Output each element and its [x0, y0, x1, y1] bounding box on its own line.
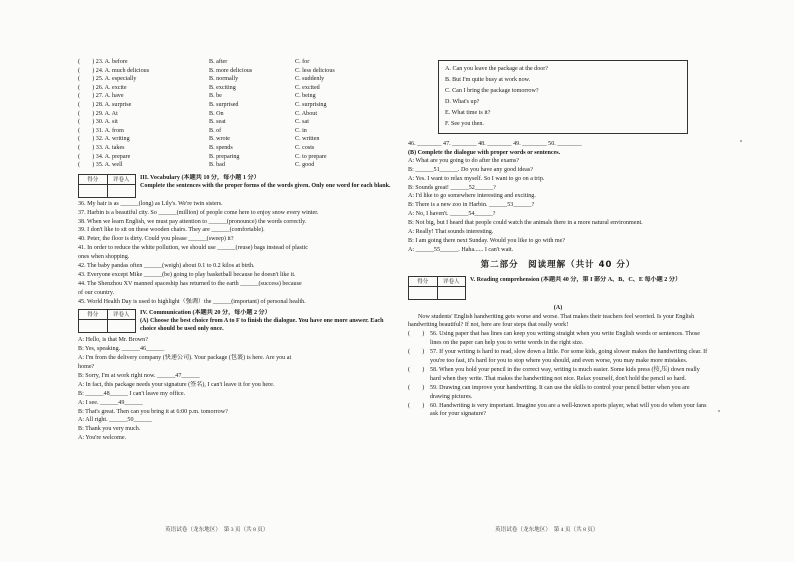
- option-c: C. suddenly: [295, 76, 325, 83]
- dialogue-line: B: Not big, but I heard that people could watch the animals there in a more natural environment.: [408, 220, 643, 227]
- option-c: C. less delicious: [295, 67, 335, 74]
- option-b: B. spends: [209, 144, 233, 151]
- reading-item: [408, 402, 708, 420]
- option-b: B. of: [209, 127, 222, 134]
- option-row: [78, 127, 400, 136]
- vocab-item: 38. When we learn English, we must pay attention to ______(pronounce) the words correctly.: [78, 218, 307, 225]
- reading-item: [408, 348, 708, 366]
- option-a: ( ) 31. A. from: [78, 127, 124, 134]
- vocab-title: III. Vocabulary (本题共 10 分，每小题 1 分）: [140, 174, 260, 181]
- option-b: B. seat: [209, 119, 226, 126]
- vocab-item: 44. The Shenzhou XV manned spaceship has returned to the earth ______(success) because: [78, 280, 302, 287]
- reading-item: [408, 330, 708, 348]
- option-row: [78, 161, 400, 170]
- option-a: ( ) 23. A. before: [78, 59, 128, 65]
- option-c: C. for: [295, 59, 310, 65]
- option-c: C. good: [295, 162, 315, 169]
- dialogue-line: B: Thank you very much.: [78, 426, 141, 433]
- option-c: C. excited: [295, 84, 320, 91]
- comm-section: [78, 309, 400, 333]
- option-a: ( ) 34. A. prepare: [78, 153, 131, 160]
- option-row: [78, 67, 400, 76]
- vocab-items: [78, 200, 400, 307]
- dialogue-line: B: Sorry, I'm at work right now. ______47______: [78, 372, 200, 379]
- grader-label: 评卷人: [438, 277, 466, 287]
- dialogue-b: [408, 157, 708, 255]
- comm-instruction: (A) Choose the best choice from A to F to finish the dialogue. You have one more answer. Each choice should be used only once.: [140, 318, 384, 333]
- score-box: [78, 309, 136, 333]
- answer-bracket: ( ): [408, 349, 425, 356]
- option-b: B. more delicious: [209, 67, 253, 74]
- dialogue-line: home?: [78, 364, 95, 371]
- option-c: C. to prepare: [295, 153, 327, 160]
- dialogue-line: B: ______51______. Do you have any good ideas?: [408, 166, 533, 173]
- vocab-section: [78, 174, 400, 198]
- score-box: [78, 174, 136, 198]
- dialogue-line: B: Sounds great! ______52______?: [408, 184, 496, 191]
- option-b: B. On: [209, 110, 224, 117]
- option-row: [78, 118, 400, 127]
- option-row: [78, 92, 400, 101]
- dialogue-line: B: That's great. Then can you bring it at 6:00 p.m. tomorrow?: [78, 408, 228, 415]
- vocab-instruction: Complete the sentences with the proper forms of the words given. Only one word for each blank.: [140, 182, 391, 189]
- choice-option: C. Can I bring the package tomorrow?: [445, 88, 539, 94]
- dialogue-line: A: Hello, is that Mr. Brown?: [78, 337, 148, 344]
- option-row: [78, 84, 400, 93]
- vocab-item: 39. I don't like to sit on these wooden chairs. They are ______(comfortable).: [78, 227, 265, 234]
- option-row: [78, 110, 400, 119]
- dialogue-line: A: Yes. I want to relax myself. So I want to go on a trip.: [408, 175, 545, 182]
- dialogue-b-title: (B) Complete the dialogue with proper words or sentences.: [408, 149, 561, 156]
- score-label: 得分: [79, 310, 107, 320]
- option-a: ( ) 24. A. much delicious: [78, 67, 150, 74]
- comm-title: IV. Communication (本题共 20 分，每小题 2 分）: [140, 310, 271, 317]
- dialogue-line: A: I'd like to go somewhere interesting and exciting.: [408, 193, 536, 200]
- option-c: C. About: [295, 110, 318, 117]
- reading-paragraph: 60. Handwriting is very important. Imagine you are a well-known sports player, what will you do when your fans ask for your signature?: [430, 402, 707, 418]
- reading-title: V. Reading comprehension (本题共 40 分，第 I 部分 A、B、C、E 每小题 2 分）: [470, 276, 682, 283]
- vocab-item: 45. World Health Day is used to highlight（强调）the ______(important) of personal health.: [78, 298, 306, 305]
- option-a: ( ) 26. A. excite: [78, 84, 127, 91]
- choice-option: A. Can you leave the package at the door?: [445, 66, 549, 72]
- reading-items: [408, 330, 708, 419]
- dialogue-line: A: In fact, this package needs your signature (签名), I can't leave it for you here.: [78, 381, 275, 388]
- dialogue-line: B: I am going there next Sunday. Would you like to go with me?: [408, 237, 566, 244]
- answer-bracket: ( ): [408, 384, 425, 391]
- answer-bracket: ( ): [408, 331, 425, 338]
- vocab-item: 42. The baby pandas often ______(weigh) about 0.1 to 0.2 kilos at birth.: [78, 262, 255, 269]
- dialogue-line: B: ______48______ I can't leave my office.: [78, 390, 186, 397]
- option-c: C. surprising: [295, 101, 327, 108]
- option-a: ( ) 32. A. writing: [78, 136, 130, 143]
- reading-paragraph: 59. Drawing can improve your handwriting. It can use the skills to control your pencil better when you are drawing pictures.: [430, 384, 690, 400]
- option-row: [78, 101, 400, 110]
- footer-right: 英语试卷（龙东地区） 第 4 页（共 8 页）: [495, 527, 599, 533]
- footer-left: 英语试卷（龙东地区） 第 3 页（共 8 页）: [165, 527, 269, 533]
- vocab-item: ones when shopping.: [78, 254, 130, 261]
- vocab-item: 40. Peter, the floor is dirty. Could you please ______(sweep) it?: [78, 236, 234, 243]
- option-b: B. surprised: [209, 101, 239, 108]
- choice-option: E. What time is it?: [445, 110, 491, 116]
- dialogue-line: A: What are you going to do after the exams?: [408, 157, 520, 164]
- option-b: B. bad: [209, 162, 225, 169]
- right-column: [408, 58, 708, 419]
- option-b: B. exciting: [209, 84, 236, 91]
- reading-section: [408, 276, 708, 300]
- score-label: 得分: [409, 277, 437, 287]
- option-c: C. costs: [295, 144, 315, 151]
- answer-line: 46. ________ 47. ________ 48. ________ 49. ________ 50. ________: [408, 141, 582, 147]
- choice-option: D. What's up?: [445, 99, 480, 105]
- reading-paragraph: 56. Using paper that has lines can keep you writing straight when you write English words or sentences. Those lines on the paper can help you to write words in the right size.: [430, 331, 700, 347]
- choice-option: B. But I'm quite busy at work now.: [445, 77, 531, 83]
- dialogue-line: A: No, I haven't. ______54______?: [408, 211, 496, 218]
- vocab-item: of our country.: [78, 289, 114, 296]
- option-a: ( ) 33. A. takes: [78, 144, 125, 151]
- option-a: ( ) 35. A. well: [78, 162, 123, 169]
- option-a: ( ) 29. A. At: [78, 110, 118, 117]
- score-label: 得分: [79, 175, 107, 185]
- option-b: B. after: [209, 59, 228, 65]
- comm-dialogue: [78, 336, 400, 443]
- option-a: ( ) 27. A. have: [78, 93, 124, 100]
- left-column: [78, 58, 400, 443]
- option-a: ( ) 25. A. especially: [78, 76, 137, 83]
- option-row: [78, 135, 400, 144]
- choices-box: [438, 60, 688, 134]
- vocab-item: 43. Everyone except Mike ______(be) going to play basketball because he doesn't like it.: [78, 271, 296, 278]
- score-box: [408, 276, 466, 300]
- option-a: ( ) 30. A. sit: [78, 119, 118, 126]
- answer-bracket: ( ): [408, 402, 425, 409]
- part-title: 第二部分 阅读理解（共计 40 分）: [480, 259, 636, 270]
- reading-item: [408, 384, 708, 402]
- vocab-item: 36. My hair is as ______(long) as Lily's. We're twin sisters.: [78, 200, 223, 207]
- reading-paragraph: 58. When you hold your pencil in the correct way, writing is much easier. Some kids press (按,压) down really hard when they write. That makes the handwriting not nice. Relax yourself, don't hold the pencil so hard.: [430, 366, 700, 382]
- option-row: [78, 58, 400, 67]
- option-b: B. be: [209, 93, 222, 100]
- dialogue-line: A: You're welcome.: [78, 435, 127, 442]
- option-c: C. sat: [295, 119, 309, 126]
- options-list: [78, 58, 400, 170]
- dialogue-line: A: Really! That sounds interesting.: [408, 229, 494, 236]
- grader-label: 评卷人: [108, 310, 136, 320]
- answer-bracket: ( ): [408, 366, 425, 373]
- reading-paragraph: 57. If your writing is hard to read, slow down a little. For some kids, going slower makes the handwriting clear. If you're too fast, it's hard for you to stop where you should, and even worse, you may make more mistakes.: [430, 349, 708, 365]
- scan-speck: [740, 140, 742, 142]
- reading-item: [408, 366, 708, 384]
- passage-intro: Now students' English handwriting gets worse and worse. That makes their teachers feel worried. Is your English handwriting beautiful? If not, here are four steps that really work!: [408, 313, 695, 329]
- dialogue-line: A: ______55______. Haha...... I can't wait.: [408, 246, 514, 253]
- option-a: ( ) 28. A. surprise: [78, 101, 132, 108]
- vocab-item: 37. Harbin is a beautiful city. So ______(million) of people come here to enjoy snow every winter.: [78, 209, 319, 216]
- option-row: [78, 144, 400, 153]
- option-row: [78, 75, 400, 84]
- option-c: C. in: [295, 127, 307, 134]
- dialogue-line: B: Yes, speaking. ______46______: [78, 346, 165, 353]
- option-c: C. written: [295, 136, 320, 143]
- option-row: [78, 153, 400, 162]
- option-b: B. preparing: [209, 153, 240, 160]
- option-c: C. being: [295, 93, 316, 100]
- option-b: B. normally: [209, 76, 239, 83]
- dialogue-line: A: I see. ______49______: [78, 399, 143, 406]
- grader-label: 评卷人: [108, 175, 136, 185]
- dialogue-line: B: There is a new zoo in Harbin. ______53______?: [408, 202, 535, 209]
- dialogue-line: A: All right. ______50______: [78, 417, 152, 424]
- dialogue-line: A: I'm from the delivery company (快递公司). Your package (包裹) is here. Are you at: [78, 355, 292, 362]
- vocab-item: 41. In order to reduce the white pollution, we should use ______(reuse) bags instead of plastic: [78, 245, 308, 252]
- choice-option: F. See you then.: [445, 121, 484, 127]
- option-b: B. wrote: [209, 136, 230, 143]
- passage-label: (A): [553, 304, 563, 311]
- scan-speck: [718, 410, 720, 412]
